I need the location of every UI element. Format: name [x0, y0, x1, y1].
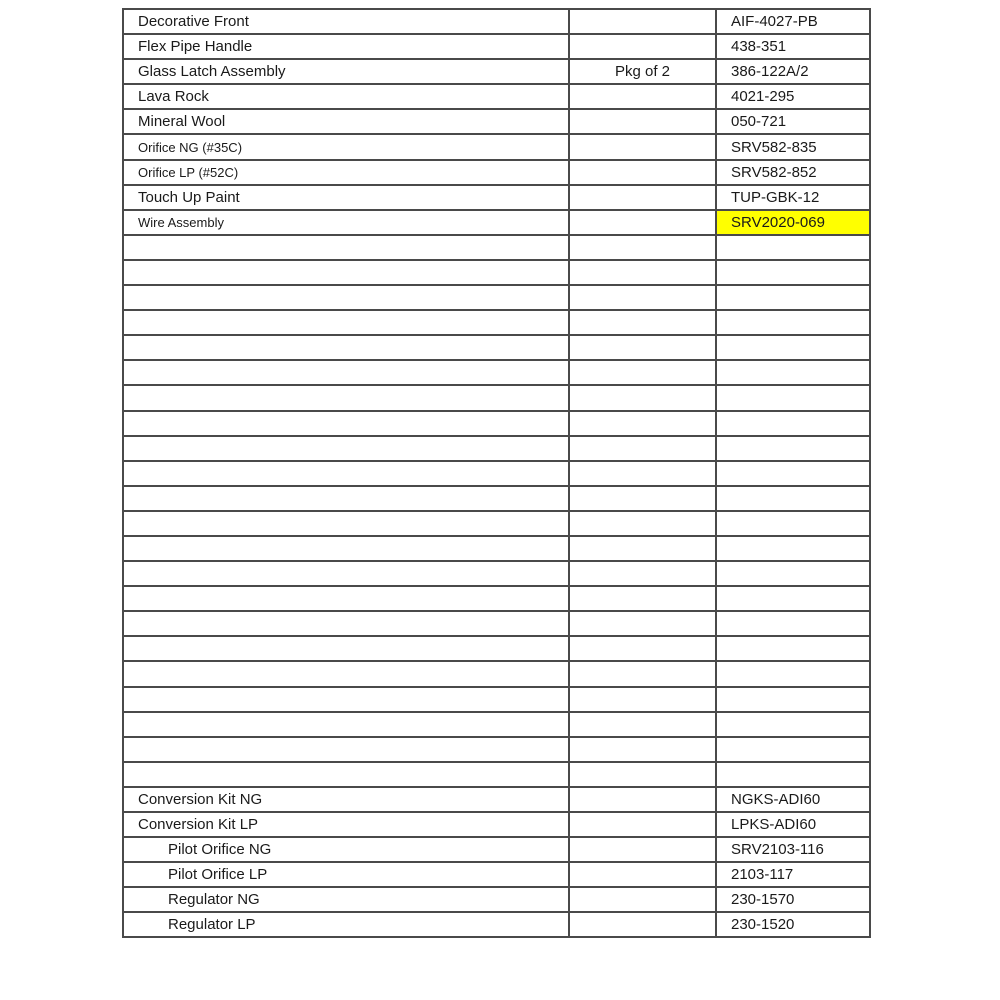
part-description-cell: Wire Assembly [123, 210, 569, 235]
table-row [123, 9, 870, 34]
part-note-cell [569, 34, 716, 59]
part-number-cell: SRV582-852 [716, 160, 870, 185]
part-number-cell [716, 511, 870, 536]
part-number-cell: SRV2103-116 [716, 837, 870, 862]
part-note-cell [569, 411, 716, 436]
part-note-cell [569, 260, 716, 285]
part-number-cell: SRV2020-069 [716, 210, 870, 235]
table-row [123, 687, 870, 712]
part-number-cell: 4021-295 [716, 84, 870, 109]
part-note-cell [569, 461, 716, 486]
part-number-cell: 230-1520 [716, 912, 870, 937]
part-description-cell: Pilot Orifice LP [123, 862, 569, 887]
part-number-cell [716, 461, 870, 486]
part-number-cell [716, 661, 870, 686]
part-note-cell [569, 84, 716, 109]
part-number-cell: SRV582-835 [716, 134, 870, 159]
part-number-cell: LPKS-ADI60 [716, 812, 870, 837]
part-description-cell [123, 360, 569, 385]
part-note-cell [569, 887, 716, 912]
part-description-cell: Regulator LP [123, 912, 569, 937]
part-number-cell: 438-351 [716, 34, 870, 59]
part-description-cell: Lava Rock [123, 84, 569, 109]
part-description-cell: Touch Up Paint [123, 185, 569, 210]
part-description-cell [123, 436, 569, 461]
part-note-cell [569, 160, 716, 185]
part-note-cell [569, 561, 716, 586]
parts-table-body [123, 9, 870, 937]
part-number-cell [716, 285, 870, 310]
part-note-cell [569, 762, 716, 787]
table-row [123, 411, 870, 436]
part-description-cell: Conversion Kit LP [123, 812, 569, 837]
part-description-cell: Decorative Front [123, 9, 569, 34]
table-row [123, 310, 870, 335]
part-description-cell [123, 712, 569, 737]
table-row [123, 59, 870, 84]
part-number-cell [716, 411, 870, 436]
part-number-cell [716, 536, 870, 561]
part-description-cell [123, 737, 569, 762]
table-row [123, 185, 870, 210]
part-description-cell [123, 385, 569, 410]
table-row [123, 661, 870, 686]
part-note-cell [569, 737, 716, 762]
part-description-cell [123, 411, 569, 436]
table-row [123, 260, 870, 285]
part-note-cell [569, 862, 716, 887]
part-note-cell [569, 787, 716, 812]
part-description-cell: Orifice LP (#52C) [123, 160, 569, 185]
table-row [123, 812, 870, 837]
part-note-cell [569, 134, 716, 159]
table-row [123, 887, 870, 912]
part-description-cell [123, 586, 569, 611]
part-description-cell [123, 762, 569, 787]
table-row [123, 762, 870, 787]
part-description-cell [123, 461, 569, 486]
part-number-cell [716, 737, 870, 762]
part-number-cell [716, 335, 870, 360]
table-row [123, 210, 870, 235]
table-row [123, 285, 870, 310]
table-row [123, 862, 870, 887]
table-row [123, 536, 870, 561]
part-description-cell: Mineral Wool [123, 109, 569, 134]
part-note-cell [569, 436, 716, 461]
table-row [123, 737, 870, 762]
table-row [123, 360, 870, 385]
table-row [123, 511, 870, 536]
table-row [123, 586, 870, 611]
table-row [123, 84, 870, 109]
table-row [123, 636, 870, 661]
part-description-cell: Pilot Orifice NG [123, 837, 569, 862]
part-number-cell [716, 636, 870, 661]
table-row [123, 461, 870, 486]
part-note-cell [569, 812, 716, 837]
part-number-cell [716, 260, 870, 285]
table-row [123, 436, 870, 461]
part-description-cell: Orifice NG (#35C) [123, 134, 569, 159]
part-note-cell [569, 310, 716, 335]
part-description-cell [123, 310, 569, 335]
part-note-cell [569, 611, 716, 636]
table-row [123, 109, 870, 134]
table-row [123, 134, 870, 159]
table-row [123, 611, 870, 636]
part-number-cell [716, 486, 870, 511]
table-row [123, 712, 870, 737]
part-description-cell [123, 285, 569, 310]
part-number-cell: 2103-117 [716, 862, 870, 887]
table-row [123, 160, 870, 185]
part-note-cell [569, 486, 716, 511]
part-description-cell [123, 511, 569, 536]
part-description-cell [123, 661, 569, 686]
part-note-cell [569, 687, 716, 712]
part-number-cell [716, 687, 870, 712]
part-number-cell: 386-122A/2 [716, 59, 870, 84]
part-number-cell [716, 235, 870, 260]
part-description-cell [123, 636, 569, 661]
table-row [123, 486, 870, 511]
part-number-cell: AIF-4027-PB [716, 9, 870, 34]
part-number-cell [716, 586, 870, 611]
part-note-cell [569, 636, 716, 661]
part-number-cell: TUP-GBK-12 [716, 185, 870, 210]
part-description-cell [123, 335, 569, 360]
parts-table [122, 8, 871, 938]
part-note-cell [569, 912, 716, 937]
part-note-cell [569, 285, 716, 310]
part-number-cell [716, 611, 870, 636]
part-number-cell: NGKS-ADI60 [716, 787, 870, 812]
part-number-cell [716, 385, 870, 410]
part-number-cell: 050-721 [716, 109, 870, 134]
part-description-cell [123, 561, 569, 586]
part-number-cell: 230-1570 [716, 887, 870, 912]
table-row [123, 787, 870, 812]
part-note-cell [569, 536, 716, 561]
part-description-cell [123, 611, 569, 636]
table-row [123, 335, 870, 360]
part-description-cell [123, 260, 569, 285]
part-note-cell [569, 109, 716, 134]
table-row [123, 912, 870, 937]
table-row [123, 837, 870, 862]
table-row [123, 561, 870, 586]
part-number-cell [716, 360, 870, 385]
part-note-cell [569, 185, 716, 210]
part-note-cell [569, 9, 716, 34]
part-number-cell [716, 712, 870, 737]
part-description-cell [123, 687, 569, 712]
part-number-cell [716, 561, 870, 586]
part-description-cell: Regulator NG [123, 887, 569, 912]
part-note-cell [569, 837, 716, 862]
table-row [123, 34, 870, 59]
part-note-cell: Pkg of 2 [569, 59, 716, 84]
part-note-cell [569, 586, 716, 611]
part-number-cell [716, 310, 870, 335]
part-description-cell [123, 235, 569, 260]
part-number-cell [716, 762, 870, 787]
table-row [123, 235, 870, 260]
part-description-cell: Flex Pipe Handle [123, 34, 569, 59]
part-note-cell [569, 235, 716, 260]
table-row [123, 385, 870, 410]
part-note-cell [569, 210, 716, 235]
part-description-cell [123, 536, 569, 561]
part-number-cell [716, 436, 870, 461]
part-note-cell [569, 661, 716, 686]
part-note-cell [569, 712, 716, 737]
part-description-cell: Conversion Kit NG [123, 787, 569, 812]
part-note-cell [569, 385, 716, 410]
part-note-cell [569, 335, 716, 360]
part-note-cell [569, 511, 716, 536]
part-description-cell [123, 486, 569, 511]
part-note-cell [569, 360, 716, 385]
part-description-cell: Glass Latch Assembly [123, 59, 569, 84]
